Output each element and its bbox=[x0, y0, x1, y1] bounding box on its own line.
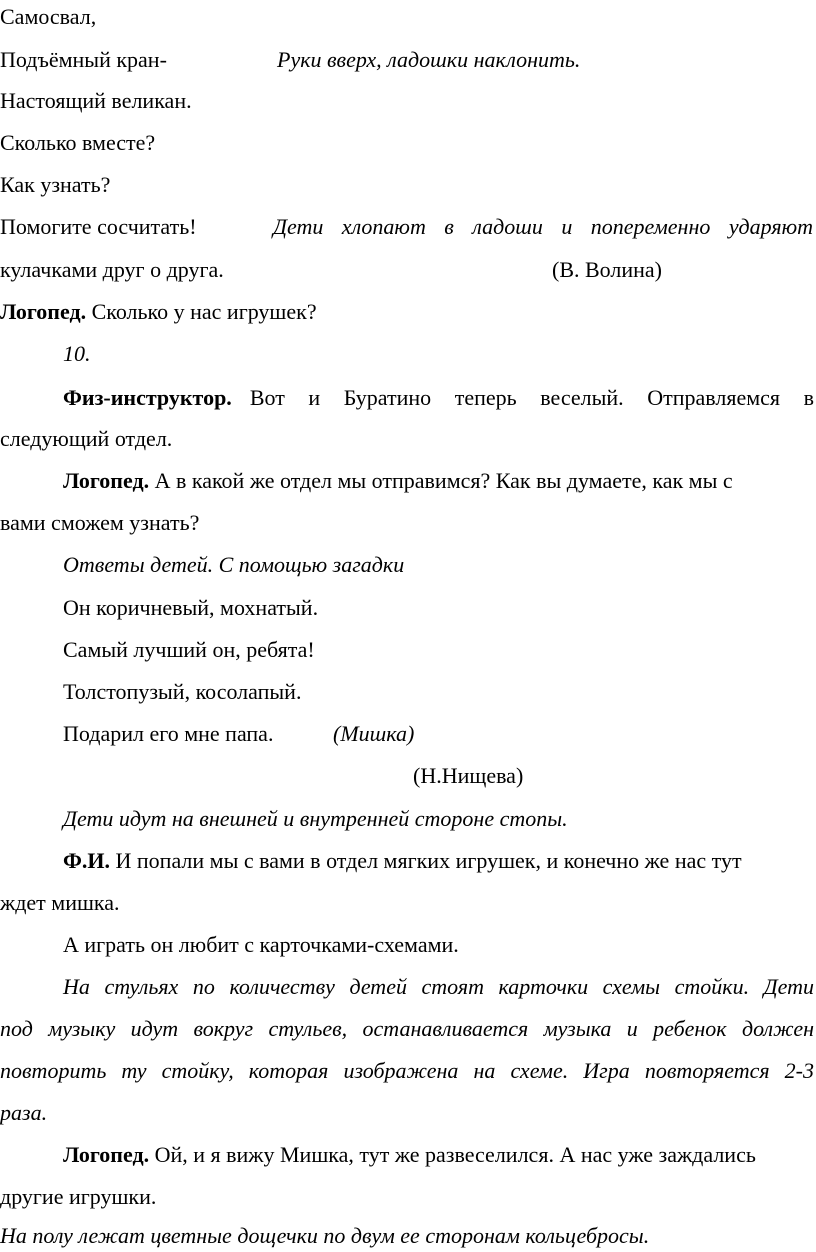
poem-line-6-note: Дети хлопают в ладоши и попеременно ударяют bbox=[273, 214, 813, 239]
poem-line-5: Как узнать? bbox=[0, 172, 111, 197]
speaker-label: Ф.И. bbox=[63, 848, 111, 873]
paragraph-logoped-2-line-1 bbox=[63, 467, 733, 495]
paragraph-logoped-3-line-2: другие игрушки. bbox=[0, 1184, 157, 1209]
paragraph-instructor-line-1 bbox=[63, 384, 814, 412]
riddle-line-4: Подарил его мне папа. bbox=[63, 721, 274, 746]
speaker-label: Физ-инструктор. bbox=[63, 385, 232, 410]
paragraph-play: А играть он любит с карточками-схемами. bbox=[63, 932, 459, 957]
paragraph-logoped-3-line-1 bbox=[63, 1141, 756, 1169]
final-note: На полу лежат цветные дощечки по двум ее сторонам кольцебросы. bbox=[0, 1223, 650, 1248]
walk-note: Дети идут на внешней и внутренней стороне стопы. bbox=[63, 806, 568, 831]
poem-line-4: Сколько вместе? bbox=[0, 130, 156, 155]
game-line-3: повторить ту стойку, которая изображена на схеме. Игра повторяется 2-3 bbox=[0, 1058, 814, 1083]
riddle-line-1: Он коричневый, мохнатый. bbox=[63, 595, 319, 620]
speaker-label: Логопед. bbox=[63, 468, 150, 493]
riddle-line-3: Толстопузый, косолапый. bbox=[63, 679, 302, 704]
poem-author: (В. Волина) bbox=[552, 257, 662, 282]
game-line-2: под музыку идут вокруг стульев, останавливается музыка и ребенок должен bbox=[0, 1016, 814, 1041]
poem-line-1: Самосвал, bbox=[0, 4, 97, 29]
poem-line-2: Подъёмный кран- bbox=[0, 47, 167, 72]
paragraph-fi-line-1 bbox=[63, 847, 742, 875]
poem-line-6: Помогите сосчитать! bbox=[0, 214, 197, 239]
riddle-line-2: Самый лучший он, ребята! bbox=[63, 637, 315, 662]
riddle-answer: (Мишка) bbox=[333, 721, 415, 746]
riddle-author: (Н.Нищева) bbox=[413, 763, 524, 788]
paragraph-text: И попали мы с вами в отдел мягких игрушек, и конечно же нас тут bbox=[110, 848, 742, 873]
answer-text: 10. bbox=[63, 341, 91, 366]
paragraph-text: Вот и Буратино теперь веселый. Отправляемся в bbox=[249, 385, 814, 410]
paragraph-logoped-1 bbox=[0, 298, 317, 326]
game-line-4: раза. bbox=[0, 1100, 48, 1125]
paragraph-instructor-line-2: следующий отдел. bbox=[0, 426, 173, 451]
poem-line-3: Настоящий великан. bbox=[0, 88, 192, 113]
paragraph-text: Сколько у нас игрушек? bbox=[86, 299, 317, 324]
poem-line-2-note: Руки вверх, ладошки наклонить. bbox=[277, 47, 581, 72]
poem-line-7: кулачками друг о друга. bbox=[0, 257, 224, 282]
paragraph-text: Ой, и я вижу Мишка, тут же развеселился. А нас уже заждались bbox=[149, 1142, 756, 1167]
game-line-1: На стульях по количеству детей стоят карточки схемы стойки. Дети bbox=[63, 974, 814, 999]
paragraph-fi-line-2: ждет мишка. bbox=[0, 890, 120, 915]
speaker-label: Логопед. bbox=[0, 299, 87, 324]
paragraph-text: А в какой же отдел мы отправимся? Как вы думаете, как мы с bbox=[149, 468, 733, 493]
speaker-label: Логопед. bbox=[63, 1142, 150, 1167]
paragraph-logoped-2-line-2: вами сможем узнать? bbox=[0, 510, 200, 535]
answers-note: Ответы детей. С помощью загадки bbox=[63, 552, 405, 577]
